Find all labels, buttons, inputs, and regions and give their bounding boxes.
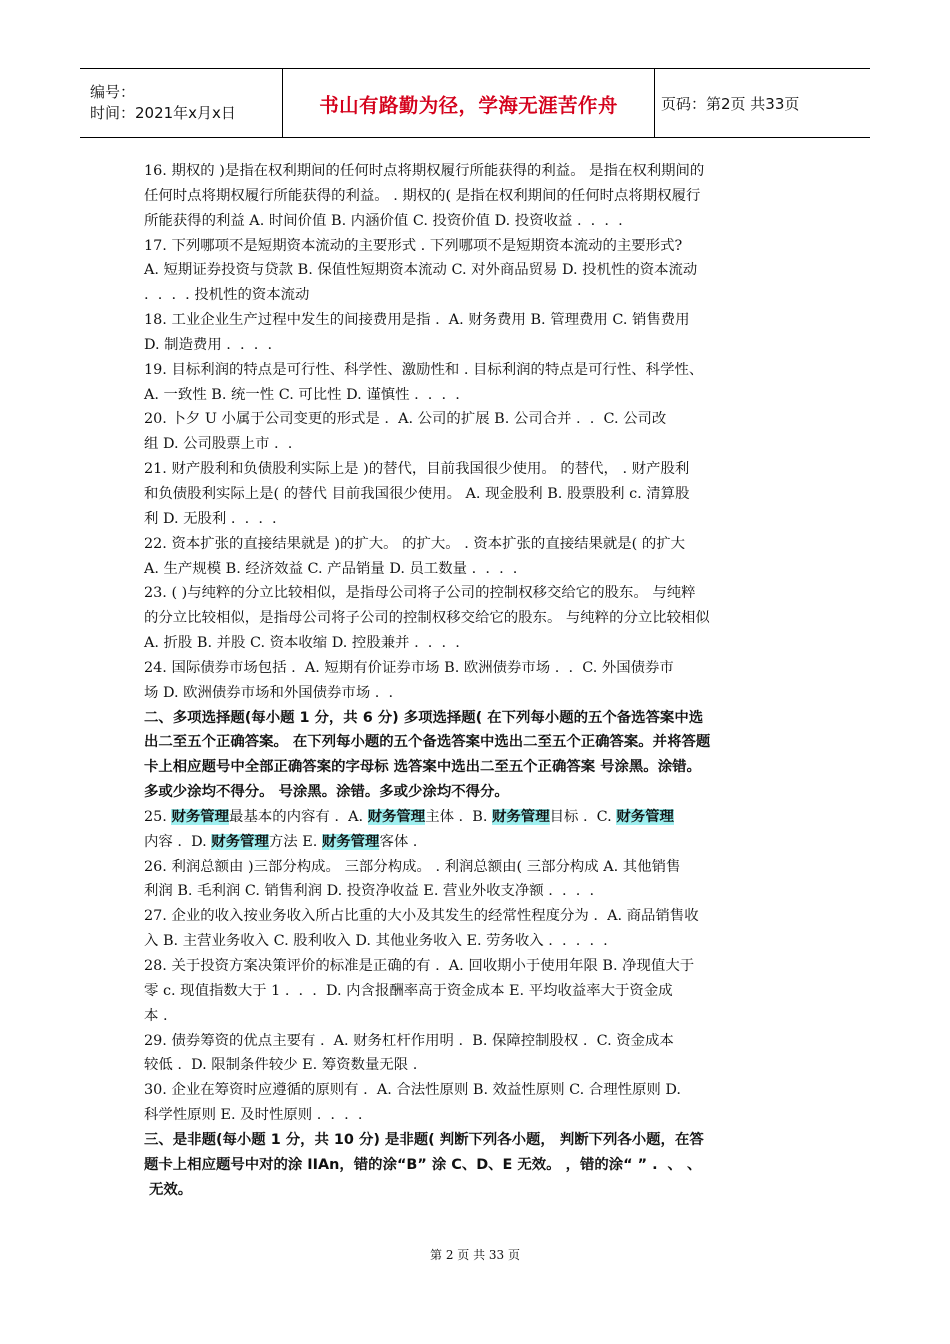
text-line [144, 457, 808, 482]
highlighted-term: 财务管理 [367, 808, 426, 825]
body-text: 29. 债券筹资的优点主要有 . A. 财务杠杆作用明 . B. 保障控制股权 . C. 资金成本 [144, 1032, 674, 1049]
page-header [80, 68, 870, 138]
text-line [144, 407, 808, 432]
body-text: 主体 . B. [425, 808, 493, 825]
body-text: 24. 国际债券市场包括 . A. 短期有价证券市场 B. 欧洲债券市场 . . C. 外国债券市 [144, 659, 674, 676]
date-label: 时间：2021年x月x日 [90, 104, 236, 122]
text-line [144, 1103, 808, 1128]
body-text: 所能获得的利益 A. 时间价值 B. 内涵价值 C. 投资价值 D. 投资收益 . . . . [144, 212, 623, 229]
text-line [144, 830, 808, 855]
body-text: 内容 . D. [144, 833, 212, 850]
text-line [144, 209, 808, 234]
header-meta [80, 69, 283, 137]
text-line [144, 234, 808, 259]
text-line [144, 954, 808, 979]
body-text: 16. 期权的 )是指在权利期间的任何时点将期权履行所能获得的利益。 是指在权利期间的 [144, 163, 705, 179]
header-page-info-cell [655, 69, 870, 137]
body-text: 19. 目标利润的特点是可行性、科学性、激励性和 . 目标利润的特点是可行性、科学性、 [144, 361, 704, 378]
body-text: 较低 . D. 限制条件较少 E. 筹资数量无限 . [144, 1057, 418, 1074]
text-line [144, 1053, 808, 1078]
body-text: 零 c. 现值指数大于 1 . . . D. 内含报酬率高于资金成本 E. 平均收益率大于资金成 [144, 982, 673, 999]
body-text: 客体 . [379, 833, 418, 850]
section-heading-text: 多或少涂均不得分。 号涂黑。涂错。多或少涂均不得分。 [144, 784, 509, 801]
text-line [144, 581, 808, 606]
text-line [144, 681, 808, 706]
text-line [144, 929, 808, 954]
body-text: 场 D. 欧洲债券市场和外国债券市场 . . [144, 684, 394, 701]
body-text: 方法 E. [268, 833, 322, 850]
text-line [144, 358, 808, 383]
text-line [144, 383, 808, 408]
text-line [144, 855, 808, 880]
body-text: 最基本的内容有 . A. [229, 808, 368, 825]
highlighted-term: 财务管理 [171, 808, 230, 825]
text-line [144, 432, 808, 457]
body-text: 22. 资本扩张的直接结果就是 )的扩大。 的扩大。 . 资本扩张的直接结果就是( 的扩大 [144, 535, 686, 552]
section-heading-text: 无效。 [144, 1181, 193, 1198]
text-line [144, 159, 808, 184]
text-line [144, 780, 808, 805]
text-line [144, 532, 808, 557]
body-text: . . . . 投机性的资本流动 [144, 287, 310, 304]
motto: 书山有路勤为径，学海无涯苦作舟 [319, 94, 618, 117]
highlighted-term: 财务管理 [321, 833, 380, 850]
text-line [144, 308, 808, 333]
text-line [144, 258, 808, 283]
body-text: 本 . [144, 1007, 168, 1024]
section-heading-text: 二、多项选择题(每小题 1 分，共 6 分) 多项选择题( 在下列每小题的五个备选答案中选 [144, 709, 704, 726]
text-line [144, 184, 808, 209]
text-line [144, 904, 808, 929]
body-text: 21. 财产股利和负债股利实际上是 )的替代，目前我国很少使用。 的替代， . 财产股利 [144, 461, 690, 478]
text-line [144, 606, 808, 631]
text-line [144, 656, 808, 681]
body-text: 和负债股利实际上是( 的替代 目前我国很少使用。 A. 现金股利 B. 股票股利 c. 清算股 [144, 485, 690, 502]
text-line [144, 557, 808, 582]
body-text: 17. 下列哪项不是短期资本流动的主要形式 . 下列哪项不是短期资本流动的主要形式? [144, 237, 683, 254]
text-line [144, 879, 808, 904]
body-text: 利润 B. 毛利润 C. 销售利润 D. 投资净收益 E. 营业外收支净额 . . . . [144, 883, 595, 900]
body-text: 组 D. 公司股票上市 . . [144, 436, 293, 453]
body-text: 23. ( )与纯粹的分立比较相似，是指母公司将子公司的控制权移交给它的股东。 与纯粹 [144, 585, 696, 602]
text-line [144, 482, 808, 507]
body-text: 20. 卜夕 U 小属于公司变更的形式是 . A. 公司的扩展 B. 公司合并 . . C. 公司改 [144, 411, 667, 428]
body-text: A. 生产规模 B. 经济效益 C. 产品销量 D. 员工数量 . . . . [144, 560, 518, 577]
text-line [144, 1078, 808, 1103]
section-heading-text: 题卡上相应题号中对的涂 IIAn，错的涂“B” 涂 C、D、E 无效。 ，错的涂“ ” . 、 、 [144, 1156, 702, 1173]
page-info: 页码：第2页 共33页 [661, 94, 800, 113]
body-text: 科学性原则 E. 及时性原则 . . . . [144, 1107, 363, 1124]
body-text: A. 一致性 B. 统一性 C. 可比性 D. 谨慎性 . . . . [144, 386, 460, 403]
body-text: 18. 工业企业生产过程中发生的间接费用是指 . A. 财务费用 B. 管理费用 C. 销售费用 [144, 312, 690, 329]
text-line [144, 1029, 808, 1054]
text-line [144, 333, 808, 358]
page-footer: 第 2 页 共 33 页 [430, 1248, 520, 1262]
body-text: 入 B. 主营业务收入 C. 股利收入 D. 其他业务收入 E. 劳务收入 . . . . . [144, 933, 608, 950]
text-line [144, 1178, 808, 1203]
body-text: 30. 企业在筹资时应遵循的原则有 . A. 合法性原则 B. 效益性原则 C. 合理性原则 D. [144, 1082, 681, 1099]
text-line [144, 1153, 808, 1178]
text-line [144, 631, 808, 656]
text-line [144, 805, 808, 830]
highlighted-term: 财务管理 [492, 808, 550, 825]
number-label: 编号： [90, 83, 136, 101]
highlighted-term: 财务管理 [211, 833, 269, 850]
text-line [144, 755, 808, 780]
body-text: D. 制造费用 . . . . [144, 336, 273, 353]
section-heading-text: 卡上相应题号中全部正确答案的字母标 选答案中选出二至五个正确答案 号涂黑。涂错。 [144, 759, 701, 776]
text-line [144, 706, 808, 731]
text-line [144, 730, 808, 755]
text-line [144, 1128, 808, 1153]
text-line [144, 979, 808, 1004]
text-line [144, 283, 808, 308]
body-text: 任何时点将期权履行所能获得的利益。 . 期权的( 是指在权利期间的任何时点将期权履行 [144, 187, 701, 204]
body-text: 目标 . C. [549, 808, 617, 825]
body-text: A. 短期证券投资与贷款 B. 保值性短期资本流动 C. 对外商品贸易 D. 投机性的资本流动 [144, 262, 698, 279]
body-text: A. 折股 B. 并股 C. 资本收缩 D. 控股兼并 . . . . [144, 635, 460, 652]
body-text: 25. [144, 808, 172, 825]
text-line [144, 507, 808, 532]
body-text: 的分立比较相似，是指母公司将子公司的控制权移交给它的股东。 与纯粹的分立比较相似 [144, 610, 710, 627]
body-text: 利 D. 无股利 . . . . [144, 510, 277, 527]
section-heading-text: 出二至五个正确答案。 在下列每小题的五个备选答案中选出二至五个正确答案。并将答题 [144, 734, 711, 751]
section-heading-text: 三、是非题(每小题 1 分，共 10 分) 是非题( 判断下列各小题， 判断下列各小题，在答 [144, 1131, 704, 1148]
document-body [144, 159, 808, 1202]
body-text: 26. 利润总额由 )三部分构成。 三部分构成。 . 利润总额由( 三部分构成 A. 其他销售 [144, 858, 681, 875]
body-text: 27. 企业的收入按业务收入所占比重的大小及其发生的经常性程度分为 . A. 商品销售收 [144, 908, 699, 925]
text-line [144, 1004, 808, 1029]
header-motto-cell [283, 69, 655, 137]
highlighted-term: 财务管理 [616, 808, 674, 825]
body-text: 28. 关于投资方案决策评价的标准是正确的有 . A. 回收期小于使用年限 B. 净现值大于 [144, 958, 695, 974]
